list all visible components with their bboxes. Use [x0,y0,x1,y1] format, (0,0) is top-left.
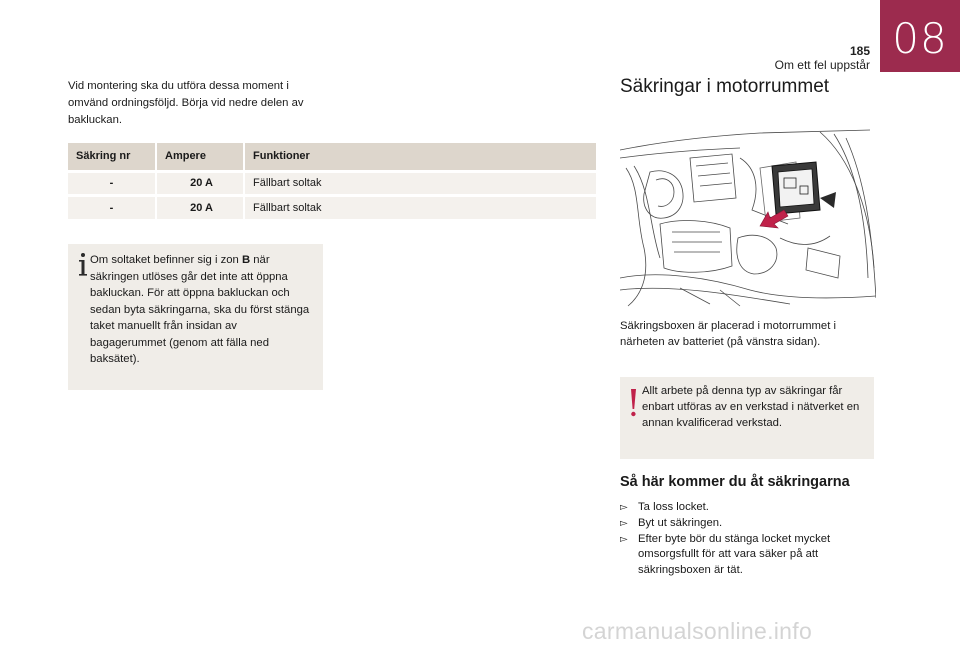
ampere-cell: 20 A [156,171,244,195]
checkbox-arrow-icon: ▻ [620,502,628,513]
fuse-table [68,143,598,219]
warning-note [620,377,874,459]
fuse-number-cell: - [68,195,156,219]
step-text: Ta loss locket. [638,501,709,513]
watermark: carmanualsonline.info [582,618,813,644]
fuse-number-cell: - [68,171,156,195]
list-item [620,532,880,579]
function-cell: Fällbart soltak [244,195,597,219]
info-note [68,244,323,390]
warning-exclamation-icon [626,385,640,419]
checkbox-arrow-icon: ▻ [620,533,628,545]
engine-fuses-heading: Säkringar i motorrummet [620,76,830,97]
function-cell: Fällbart soltak [244,171,597,195]
steps-list [620,500,880,579]
list-item [620,500,880,516]
chapter-number: 08 [892,14,948,63]
section-title: Om ett fel uppstår [774,58,870,72]
column-header-functions: Funktioner [244,143,597,171]
column-header-ampere: Ampere [156,143,244,171]
pointer-arrow-icon [760,210,788,228]
info-note-text [90,252,316,368]
warning-text: Allt arbete på denna typ av säkringar får enbart utföras av en verkstad i nätverket en annan kvalificerad verkstad. [642,385,860,429]
table-row [68,195,597,219]
intro-paragraph: Vid montering ska du utföra dessa moment i omvänd ordningsföljd. Börja vid nedre delen av bakluckan. [68,80,304,126]
column-header-fuse-number: Säkring nr [68,143,156,171]
fuse-table-header [68,143,597,171]
fuse-box [772,162,836,214]
checkbox-arrow-icon: ▻ [620,517,628,529]
table-row [68,171,597,195]
page-number: 185 [849,44,870,58]
chapter-tab [880,0,960,72]
list-item [620,516,880,532]
ampere-cell: 20 A [156,195,244,219]
access-fuses-heading: Så här kommer du åt säkringarna [620,474,850,490]
fuse-box-caption: Säkringsboxen är placerad i motorrummet i närheten av batteriet (på vänstra sidan). [620,320,836,348]
info-icon [76,252,90,278]
step-text: Byt ut säkringen. [638,516,723,529]
zone-label: B [241,254,251,266]
engine-bay-illustration [620,128,876,308]
info-text-before: Om soltaket befinner sig i zon [90,254,242,266]
step-text: Efter byte bör du stänga locket mycket omsorgsfullt för att vara säker på att säkringsboxen är tät. [638,532,831,577]
info-text-after: när säkringen utlöses går det inte att öppna bakluckan. För att öppna bakluckan och sedan byta säkringarna, ska du först stänga taket manuellt från insidan av bagagerummet (genom att fälla ned baksätet). [90,254,310,365]
